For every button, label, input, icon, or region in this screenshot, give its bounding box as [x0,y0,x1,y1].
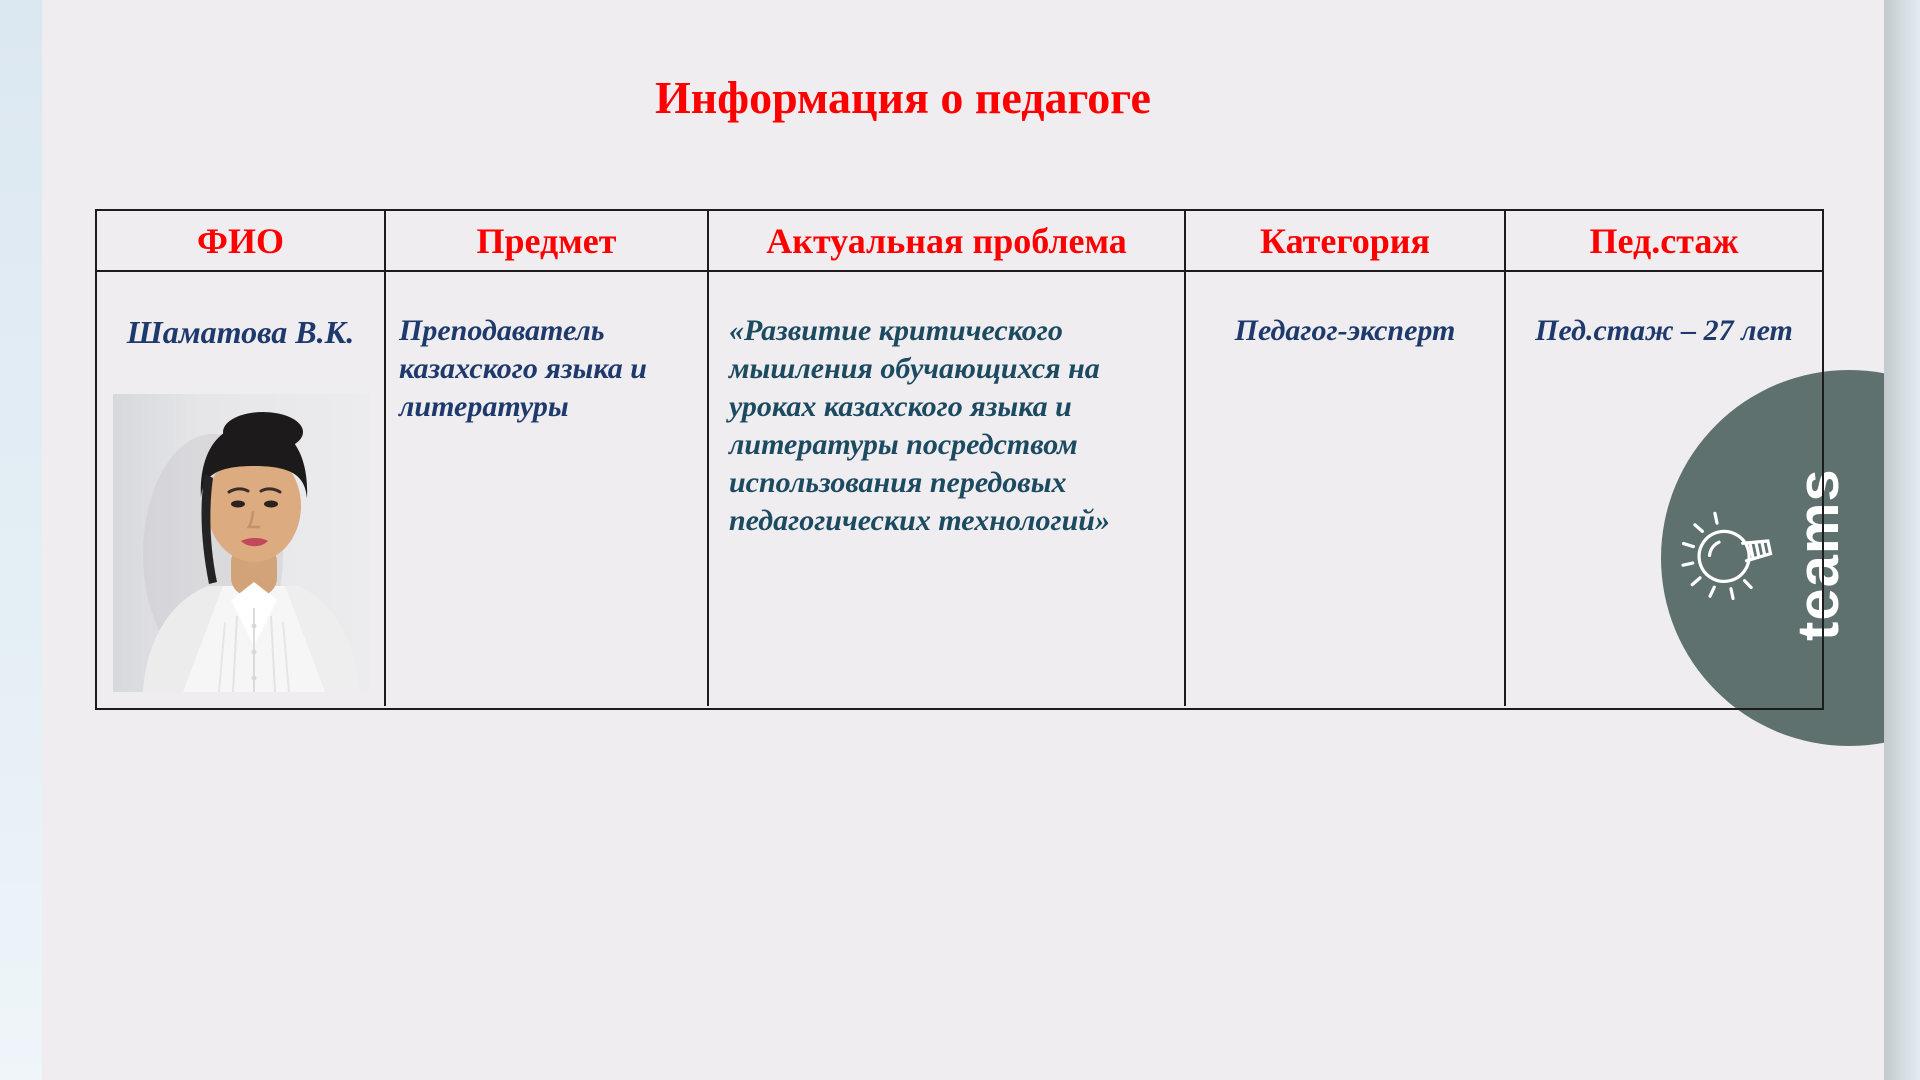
header-category: Категория [1186,211,1506,272]
page-title: Информация о педагоге [655,72,1151,123]
cell-category: Педагог-эксперт [1186,272,1506,706]
header-subject: Предмет [386,211,709,272]
left-background-strip [0,0,42,1080]
cell-experience: Пед.стаж – 27 лет [1535,314,1793,347]
cell-subject: Преподаватель казахского языка и литературы [386,272,709,706]
right-background-strip [1884,0,1920,1080]
teacher-name: Шаматова В.К. [126,314,355,350]
header-fio: ФИО [97,211,386,272]
teacher-info-table [95,209,1824,710]
teacher-photo [113,394,369,692]
cell-problem: «Развитие критического мышления обучающихся на уроках казахского языка и литературы посредством использования передовых педагогических технологий» [709,272,1186,706]
header-problem: Актуальная проблема [709,211,1186,272]
cell-fio [97,272,386,706]
slide-canvas [42,0,1884,1080]
teams-logo-text: teams [1786,468,1851,642]
header-experience: Пед.стаж [1506,211,1822,272]
